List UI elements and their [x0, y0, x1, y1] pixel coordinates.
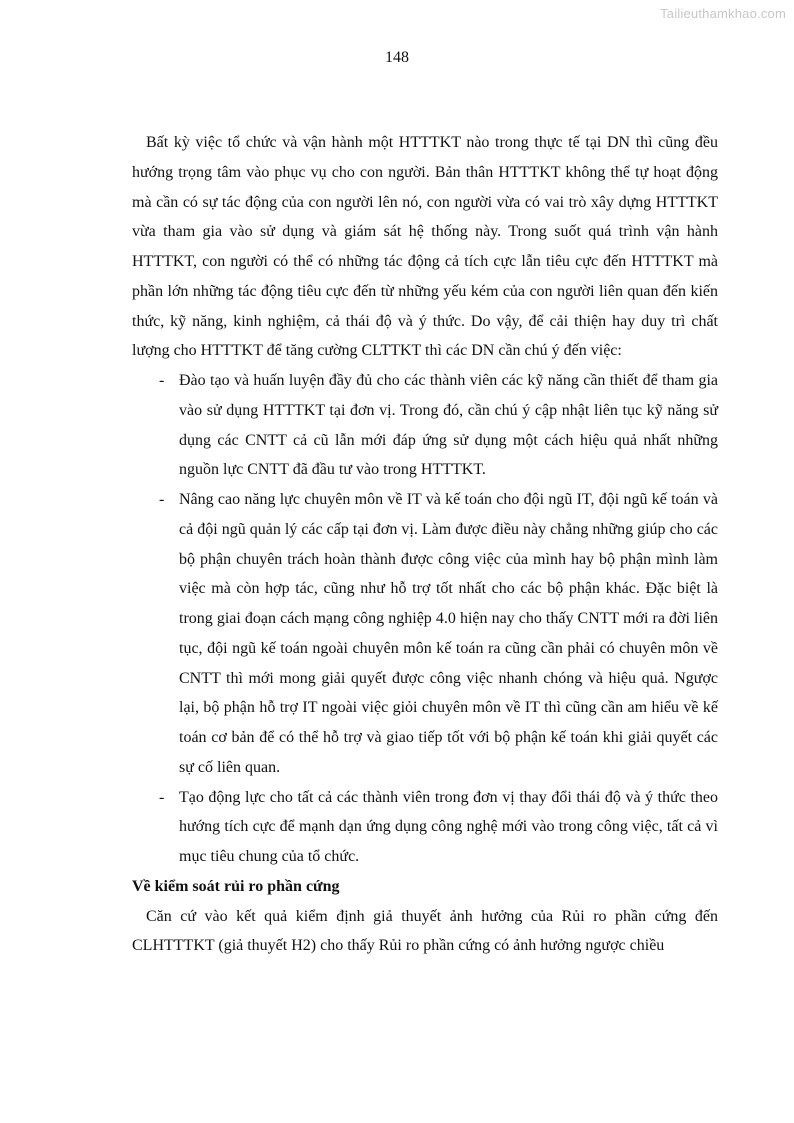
paragraph-intro: Bất kỳ việc tổ chức và vận hành một HTTTKT nào trong thực tế tại DN thì cũng đều hướng trọng tâm vào phục vụ cho con người. Bản thân HTTTKT không thể tự hoạt động mà cần có sự tác động của con người lên nó, con người vừa có vai trò xây dựng HTTTKT vừa tham gia vào sử dụng và giám sát hệ thống này. Trong suốt quá trình vận hành HTTTKT, con người có thể có những tác động cả tích cực lẫn tiêu cực đến HTTTKT mà phần lớn những tác động tiêu cực đến từ những yếu kém của con người liên quan đến kiến thức, kỹ năng, kinh nghiệm, cả thái độ và ý thức. Do vậy, để cải thiện hay duy trì chất lượng cho HTTTKT để tăng cường CLTTKT thì các DN cần chú ý đến việc: [132, 134, 718, 360]
bullet-dash: - [159, 788, 165, 806]
document-body [132, 128, 718, 961]
bullet-list [132, 366, 718, 872]
paragraph-hardware-risk: Căn cứ vào kết quả kiểm định giả thuyết ảnh hưởng của Rủi ro phần cứng đến CLHTTTKT (giả thuyết H2) cho thấy Rủi ro phần cứng có ảnh hưởng ngược chiều [132, 907, 718, 955]
list-item [132, 366, 718, 485]
list-item-text: Tạo động lực cho tất cả các thành viên trong đơn vị thay đổi thái độ và ý thức theo hướng tích cực để mạnh dạn ứng dụng công nghệ mới vào trong công việc, tất cả vì mục tiêu chung của tổ chức. [179, 788, 718, 865]
section-heading: Về kiểm soát rủi ro phần cứng [132, 877, 340, 895]
list-item [132, 485, 718, 783]
page-number: 148 [385, 49, 409, 66]
list-item-text: Đào tạo và huấn luyện đầy đủ cho các thành viên các kỹ năng cần thiết để tham gia vào sử dụng HTTTKT tại đơn vị. Trong đó, cần chú ý cập nhật liên tục kỹ năng sử dụng các CNTT cả cũ lẫn mới đáp ứng sử dụng một cách hiệu quả nhất những nguồn lực CNTT đã đầu tư vào trong HTTTKT. [179, 372, 718, 479]
watermark: Tailieuthamkhao.com [660, 6, 786, 21]
list-item-text: Nâng cao năng lực chuyên môn về IT và kế toán cho đội ngũ IT, đội ngũ kế toán và cả đội ngũ quản lý các cấp tại đơn vị. Làm được điều này chẳng những giúp cho các bộ phận chuyên trách hoàn thành được công việc của mình hay bộ phận mình làm việc mà còn hợp tác, cũng như hỗ trợ tốt nhất cho các bộ phận khác. Đặc biệt là trong giai đoạn cách mạng công nghiệp 4.0 hiện nay cho thấy CNTT mới ra đời liên tục, đội ngũ kế toán ngoài chuyên môn kế toán ra cũng cần phải có chuyên môn về CNTT thì mới mong giải quyết được công việc nhanh chóng và hiệu quả. Ngược lại, bộ phận hỗ trợ IT ngoài việc giỏi chuyên môn về IT thì cũng cần am hiểu về kế toán cơ bản để có thể hỗ trợ và giao tiếp tốt với bộ phận kế toán khi giải quyết các sự cố liên quan. [179, 491, 718, 776]
list-item [132, 783, 718, 872]
bullet-dash: - [159, 491, 165, 508]
bullet-dash: - [159, 372, 165, 389]
